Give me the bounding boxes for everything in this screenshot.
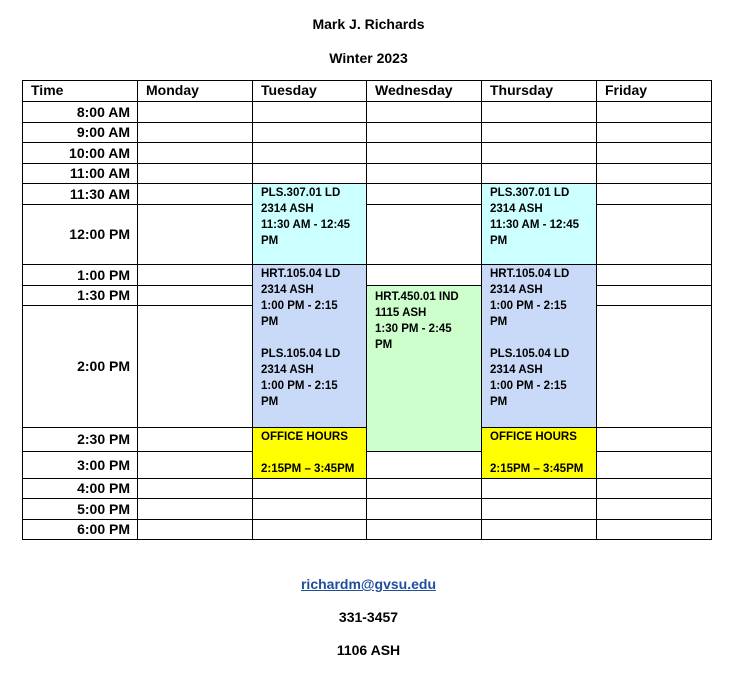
time-label: 11:00 AM	[69, 165, 130, 181]
time-label: 2:00 PM	[77, 358, 130, 374]
time-label: 2:30 PM	[77, 431, 130, 447]
event-pls307-tuesday: PLS.307.01 LD 2314 ASH 11:30 AM - 12:45 PM	[252, 183, 367, 265]
time-label: 8:00 AM	[76, 103, 130, 120]
time-label: 11:30 AM	[69, 185, 130, 202]
schedule-term: Winter 2023	[329, 50, 408, 66]
event-office-hours-thursday: OFFICE HOURS 2:15PM – 3:45PM	[481, 427, 597, 479]
header-time: Time	[31, 82, 64, 98]
event-hrt105-pls105-thursday: HRT.105.04 LD 2314 ASH 1:00 PM - 2:15 PM PLS.105.04 LD 2314 ASH 1:00 PM - 2:15 PM	[481, 264, 597, 428]
phone-number: 331-3457	[338, 609, 399, 625]
time-label: 5:00 PM	[77, 500, 130, 517]
time-label: 1:00 PM	[77, 266, 130, 283]
time-label: 6:00 PM	[77, 521, 130, 537]
header-thursday: Thursday	[490, 82, 554, 98]
header-monday: Monday	[146, 82, 199, 98]
office-location: 1106 ASH	[336, 642, 401, 658]
time-label: 1:30 PM	[77, 287, 130, 303]
email-link[interactable]: richardm@gvsu.edu	[300, 576, 437, 592]
event-pls307-thursday: PLS.307.01 LD 2314 ASH 11:30 AM - 12:45 PM	[481, 183, 597, 265]
header-tuesday: Tuesday	[261, 82, 317, 98]
header-wednesday: Wednesday	[375, 82, 453, 98]
header-friday: Friday	[605, 82, 648, 98]
time-label: 9:00 AM	[76, 124, 130, 140]
time-label: 12:00 PM	[69, 226, 130, 242]
schedule-owner-name: Mark J. Richards	[312, 16, 425, 32]
event-hrt105-pls105-tuesday: HRT.105.04 LD 2314 ASH 1:00 PM - 2:15 PM PLS.105.04 LD 2314 ASH 1:00 PM - 2:15 PM	[252, 264, 367, 428]
event-office-hours-tuesday: OFFICE HOURS 2:15PM – 3:45PM	[252, 427, 367, 479]
event-hrt450-wednesday: HRT.450.01 IND 1115 ASH 1:30 PM - 2:45 PM	[366, 285, 482, 452]
time-label: 4:00 PM	[77, 480, 130, 496]
time-label: 3:00 PM	[77, 456, 130, 473]
time-label: 10:00 AM	[69, 144, 130, 161]
